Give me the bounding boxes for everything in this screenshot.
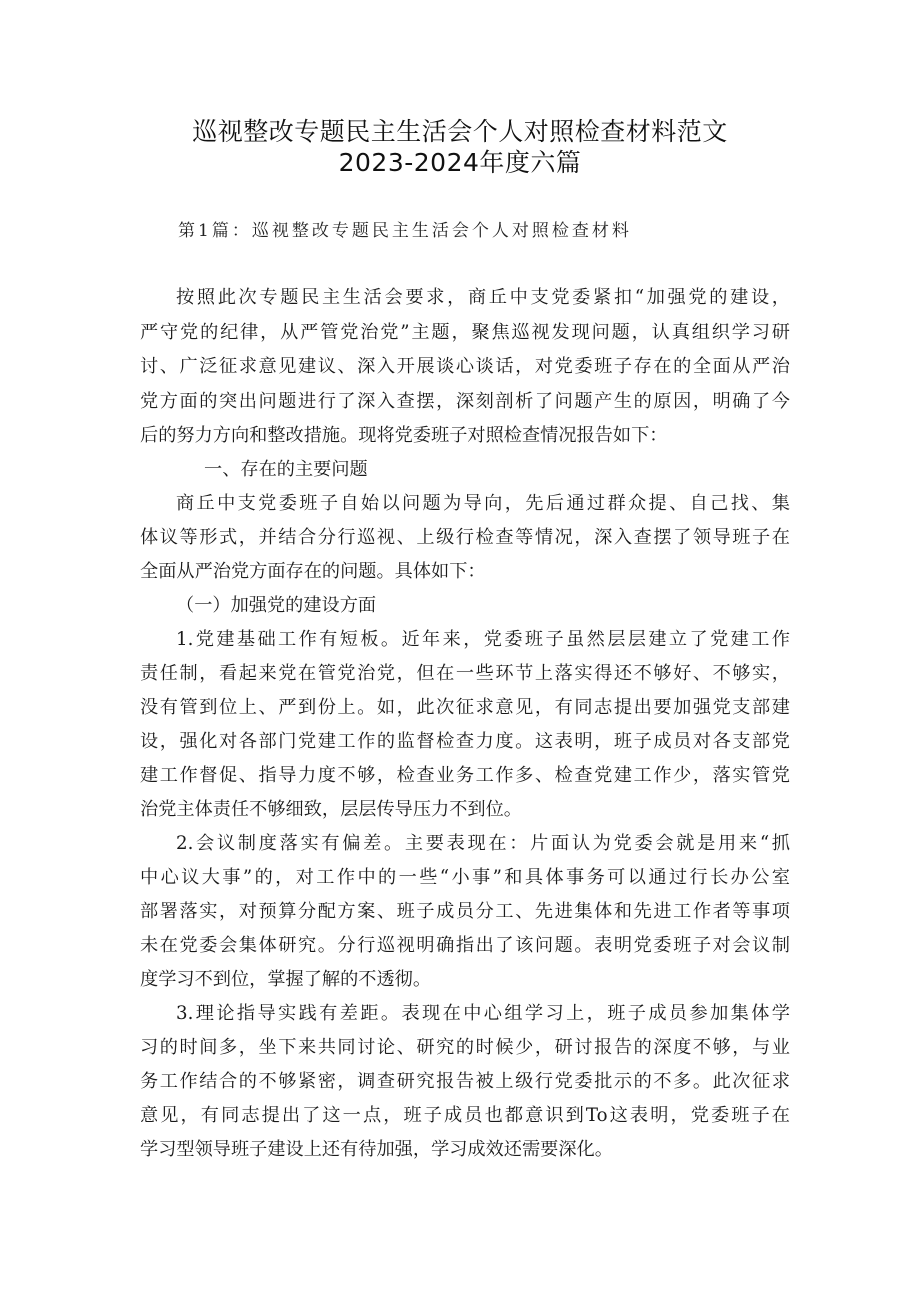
body-line: 商丘中支党委班子自始以问题为导向，先后通过群众提、自己找、集 bbox=[176, 493, 790, 514]
body-line: 体议等形式，并结合分行巡视、上级行检查等情况，深入查摆了领导班子在 bbox=[140, 527, 790, 548]
document-title-line-2: 2023-2024年度六篇 bbox=[338, 148, 582, 177]
body-line: 党方面的突出问题进行了深入查摆，深刻剖析了问题产生的原因，明确了今 bbox=[140, 391, 790, 412]
body-line: 中心议大事”的，对工作中的一些“小事”和具体事务可以通过行长办公室 bbox=[140, 867, 790, 888]
body-line: 习的时间多，坐下来共同讨论、研究的时候少，研讨报告的深度不够，与业 bbox=[140, 1037, 790, 1058]
document-title-line-1: 巡视整改专题民主生活会个人对照检查材料范文 bbox=[192, 117, 728, 146]
body-line: 后的努力方向和整改措施。现将党委班子对照检查情况报告如下： bbox=[140, 425, 668, 446]
body-line: 责任制，看起来党在管党治党，但在一些环节上落实得还不够好、不够实， bbox=[140, 663, 790, 684]
chapter-heading: 第1篇：巡视整改专题民主生活会个人对照检查材料 bbox=[178, 221, 632, 241]
body-line: 2.会议制度落实有偏差。主要表现在：片面认为党委会就是用来“抓 bbox=[176, 833, 790, 854]
body-line: 全面从严治党方面存在的问题。具体如下： bbox=[140, 561, 486, 582]
body-line: 设，强化对各部门党建工作的监督检查力度。这表明，班子成员对各支部党 bbox=[140, 731, 790, 752]
body-line: 务工作结合的不够紧密，调查研究报告被上级行党委批示的不多。此次征求 bbox=[140, 1071, 790, 1092]
body-line: 度学习不到位，掌握了解的不透彻。 bbox=[140, 969, 432, 990]
body-line: 按照此次专题民主生活会要求，商丘中支党委紧扣“加强党的建设， bbox=[176, 287, 790, 308]
body-line: 没有管到位上、严到份上。如，此次征求意见，有同志提出要加强党支部建 bbox=[140, 697, 790, 718]
body-line: 未在党委会集体研究。分行巡视明确指出了该问题。表明党委班子对会议制 bbox=[140, 935, 790, 956]
body-line: 学习型领导班子建设上还有待加强，学习成效还需要深化。 bbox=[140, 1139, 613, 1160]
body-line: 讨、广泛征求意见建议、深入开展谈心谈话，对党委班子存在的全面从严治 bbox=[140, 356, 790, 377]
subsection-heading: （一）加强党的建设方面 bbox=[176, 595, 377, 616]
body-line: 1.党建基础工作有短板。近年来，党委班子虽然层层建立了党建工作 bbox=[176, 629, 790, 650]
section-heading: 一、存在的主要问题 bbox=[204, 459, 368, 480]
body-line: 治党主体责任不够细致，层层传导压力不到位。 bbox=[140, 799, 522, 820]
body-line: 部署落实，对预算分配方案、班子成员分工、先进集体和先进工作者等事项 bbox=[140, 901, 790, 922]
body-line: 3.理论指导实践有差距。表现在中心组学习上，班子成员参加集体学 bbox=[176, 1003, 790, 1024]
body-line: 意见，有同志提出了这一点，班子成员也都意识到To这表明，党委班子在 bbox=[140, 1105, 790, 1126]
body-line: 建工作督促、指导力度不够，检查业务工作多、检查党建工作少，落实管党 bbox=[140, 765, 790, 786]
body-line: 严守党的纪律，从严管党治党”主题，聚焦巡视发现问题，认真组织学习研 bbox=[140, 322, 790, 343]
